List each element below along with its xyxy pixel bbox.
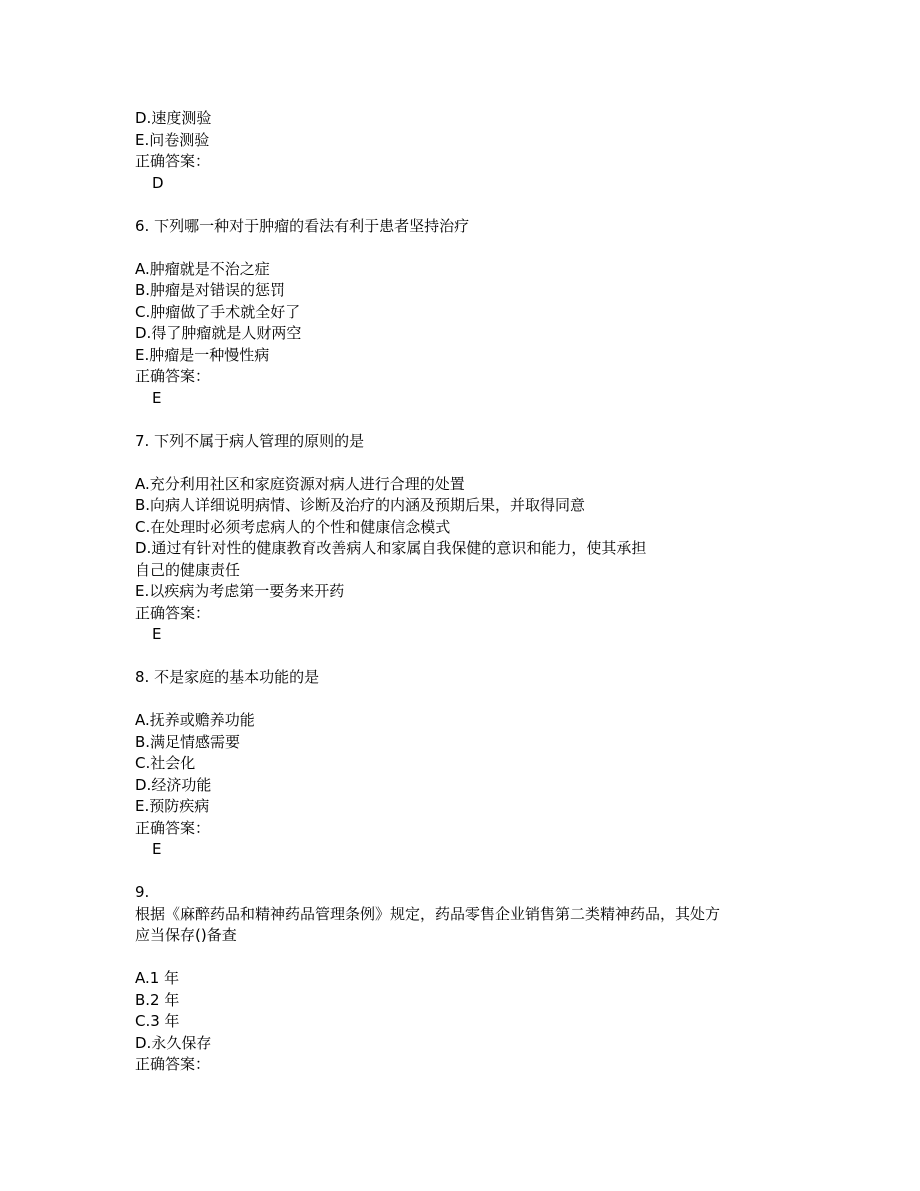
option: D.永久保存 bbox=[135, 1033, 212, 1052]
option: A.充分利用社区和家庭资源对病人进行合理的处置 bbox=[135, 474, 465, 493]
answer-value: E bbox=[152, 840, 162, 858]
question-number: 9. bbox=[135, 883, 150, 901]
option: B.肿瘤是对错误的惩罚 bbox=[135, 281, 286, 299]
option: C.社会化 bbox=[135, 754, 196, 772]
answer-label: 正确答案： bbox=[135, 152, 211, 170]
option: C.3 年 bbox=[135, 1012, 180, 1030]
question-title: 6. 下列哪一种对于肿瘤的看法有利于患者坚持治疗 bbox=[135, 216, 470, 235]
option: A.1 年 bbox=[135, 969, 180, 987]
answer-label: 正确答案： bbox=[135, 603, 211, 622]
answer-value: D bbox=[152, 173, 164, 192]
question-title: 8. 不是家庭的基本功能的是 bbox=[135, 668, 320, 686]
option: B.向病人详细说明病情、诊断及治疗的内涵及预期后果，并取得同意 bbox=[135, 496, 586, 514]
option: D.经济功能 bbox=[135, 775, 212, 794]
question-5-tail bbox=[135, 108, 835, 194]
option: A.抚养或赡养功能 bbox=[135, 711, 255, 729]
option: C.在处理时必须考虑病人的个性和健康信念模式 bbox=[135, 517, 451, 536]
option: E.预防疾病 bbox=[135, 797, 210, 815]
question-6 bbox=[135, 216, 835, 410]
option: E.肿瘤是一种慢性病 bbox=[135, 345, 270, 364]
answer-label: 正确答案： bbox=[135, 818, 211, 837]
answer-label: 正确答案： bbox=[135, 367, 211, 385]
question-title: 7. 下列不属于病人管理的原则的是 bbox=[135, 431, 365, 450]
option: A.肿瘤就是不治之症 bbox=[135, 259, 270, 278]
option: E.以疾病为考虑第一要务来开药 bbox=[135, 582, 345, 600]
exam-page bbox=[135, 108, 835, 1076]
answer-label: 正确答案： bbox=[135, 1055, 211, 1073]
question-9 bbox=[135, 882, 835, 1076]
question-title: 根据《麻醉药品和精神药品管理条例》规定，药品零售企业销售第二类精神药品，其处方 bbox=[135, 904, 721, 923]
option: D.通过有针对性的健康教育改善病人和家属自我保健的意识和能力，使其承担 bbox=[135, 539, 647, 557]
option-continuation: 自己的健康责任 bbox=[135, 560, 241, 579]
option: D.得了肿瘤就是人财两空 bbox=[135, 324, 302, 342]
question-title-continuation: 应当保存()备查 bbox=[135, 926, 237, 944]
answer-value: E bbox=[152, 625, 162, 643]
option: E.问卷测验 bbox=[135, 130, 210, 149]
option: B.2 年 bbox=[135, 990, 180, 1009]
option: C.肿瘤做了手术就全好了 bbox=[135, 302, 301, 321]
option: B.满足情感需要 bbox=[135, 732, 241, 751]
question-7 bbox=[135, 431, 835, 646]
question-8 bbox=[135, 667, 835, 861]
answer-value: E bbox=[152, 388, 162, 407]
option: D.速度测验 bbox=[135, 109, 212, 127]
